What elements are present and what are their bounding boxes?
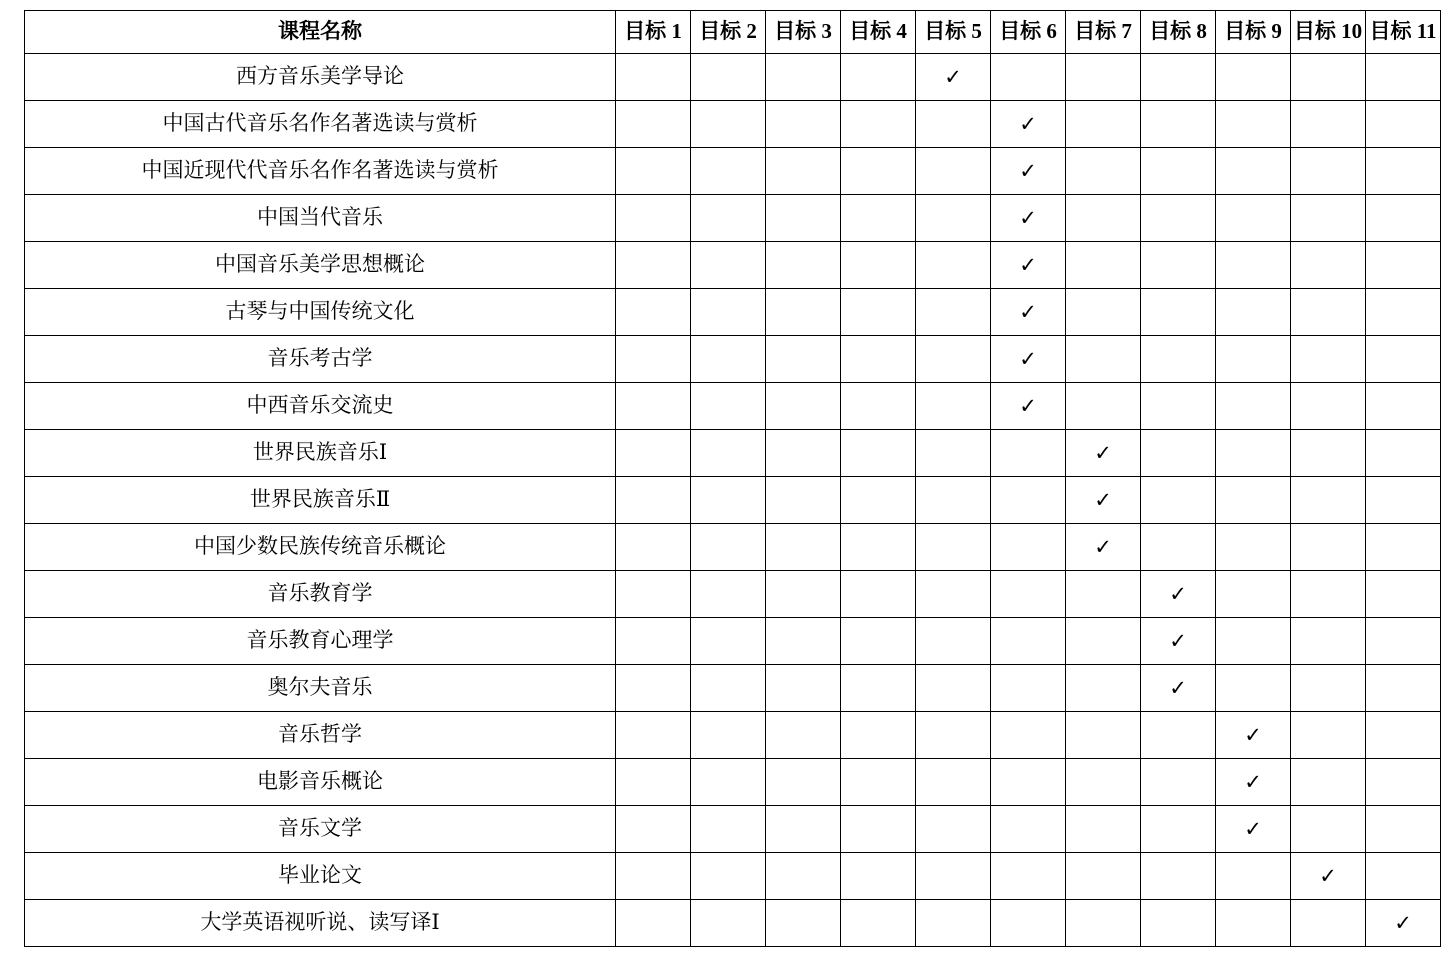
course-name-cell: 古琴与中国传统文化 (25, 289, 616, 336)
mark-cell-goal-11 (1366, 618, 1441, 665)
mark-cell-goal-10 (1291, 759, 1366, 806)
mark-cell-goal-11 (1366, 336, 1441, 383)
mark-cell-goal-10 (1291, 571, 1366, 618)
mark-cell-goal-9 (1216, 54, 1291, 101)
mark-cell-goal-5 (916, 148, 991, 195)
course-name-cell: 中国近现代代音乐名作名著选读与赏析 (25, 148, 616, 195)
mark-cell-goal-2 (691, 101, 766, 148)
column-header-goal-2: 目标 2 (691, 11, 766, 54)
table-row (25, 806, 1441, 853)
check-icon: ✓ (1019, 252, 1037, 277)
mark-cell-goal-2 (691, 806, 766, 853)
mark-cell-goal-1 (616, 618, 691, 665)
mark-cell-goal-1 (616, 289, 691, 336)
table-row (25, 665, 1441, 712)
mark-cell-goal-4 (841, 430, 916, 477)
table-row (25, 242, 1441, 289)
course-name-cell: 中国当代音乐 (25, 195, 616, 242)
mark-cell-goal-8 (1141, 853, 1216, 900)
course-name-cell: 西方音乐美学导论 (25, 54, 616, 101)
mark-cell-goal-6 (991, 665, 1066, 712)
check-icon: ✓ (1094, 534, 1112, 559)
mark-cell-goal-1 (616, 900, 691, 947)
mark-cell-goal-1 (616, 806, 691, 853)
mark-cell-goal-1 (616, 759, 691, 806)
mark-cell-goal-3 (766, 336, 841, 383)
mark-cell-goal-5 (916, 806, 991, 853)
table-row (25, 289, 1441, 336)
mark-cell-goal-4 (841, 242, 916, 289)
mark-cell-goal-3 (766, 524, 841, 571)
course-name-cell: 大学英语视听说、读写译Ⅰ (25, 900, 616, 947)
mark-cell-goal-7 (1066, 853, 1141, 900)
mark-cell-goal-10 (1291, 524, 1366, 571)
mark-cell-goal-11 (1366, 665, 1441, 712)
check-icon: ✓ (1019, 346, 1037, 371)
column-header-goal-10: 目标 10 (1291, 11, 1366, 54)
column-header-goal-6: 目标 6 (991, 11, 1066, 54)
column-header-goal-7: 目标 7 (1066, 11, 1141, 54)
check-icon: ✓ (1169, 581, 1187, 606)
mark-cell-goal-5 (916, 524, 991, 571)
table-row (25, 712, 1441, 759)
mark-cell-goal-8 (1141, 430, 1216, 477)
mark-cell-goal-3 (766, 571, 841, 618)
table-row (25, 148, 1441, 195)
mark-cell-goal-4 (841, 759, 916, 806)
mark-cell-goal-4 (841, 806, 916, 853)
header-row (25, 11, 1441, 54)
mark-cell-goal-4 (841, 853, 916, 900)
mark-cell-goal-8 (1141, 383, 1216, 430)
course-name-cell: 音乐教育心理学 (25, 618, 616, 665)
mark-cell-goal-8 (1141, 336, 1216, 383)
mark-cell-goal-8 (1141, 148, 1216, 195)
mark-cell-goal-4 (841, 524, 916, 571)
mark-cell-goal-8 (1141, 242, 1216, 289)
column-header-goal-5: 目标 5 (916, 11, 991, 54)
check-icon: ✓ (1019, 299, 1037, 324)
mark-cell-goal-8 (1141, 712, 1216, 759)
column-header-goal-1: 目标 1 (616, 11, 691, 54)
table-row (25, 524, 1441, 571)
mark-cell-goal-9 (1216, 712, 1291, 759)
mark-cell-goal-4 (841, 383, 916, 430)
table-row (25, 900, 1441, 947)
mark-cell-goal-1 (616, 853, 691, 900)
mark-cell-goal-4 (841, 618, 916, 665)
mark-cell-goal-6 (991, 148, 1066, 195)
course-name-cell: 电影音乐概论 (25, 759, 616, 806)
mark-cell-goal-11 (1366, 524, 1441, 571)
mark-cell-goal-3 (766, 618, 841, 665)
mark-cell-goal-3 (766, 383, 841, 430)
mark-cell-goal-7 (1066, 54, 1141, 101)
mark-cell-goal-8 (1141, 618, 1216, 665)
mark-cell-goal-1 (616, 101, 691, 148)
table-row (25, 477, 1441, 524)
mark-cell-goal-5 (916, 477, 991, 524)
table-row (25, 618, 1441, 665)
check-icon: ✓ (1394, 910, 1412, 935)
mark-cell-goal-2 (691, 712, 766, 759)
mark-cell-goal-2 (691, 665, 766, 712)
mark-cell-goal-6 (991, 477, 1066, 524)
column-header-goal-3: 目标 3 (766, 11, 841, 54)
mark-cell-goal-10 (1291, 148, 1366, 195)
column-header-goal-8: 目标 8 (1141, 11, 1216, 54)
check-icon: ✓ (1019, 158, 1037, 183)
mark-cell-goal-1 (616, 477, 691, 524)
mark-cell-goal-6 (991, 101, 1066, 148)
table-body (25, 54, 1441, 947)
mark-cell-goal-3 (766, 242, 841, 289)
mark-cell-goal-9 (1216, 571, 1291, 618)
mark-cell-goal-6 (991, 806, 1066, 853)
mark-cell-goal-7 (1066, 242, 1141, 289)
mark-cell-goal-9 (1216, 383, 1291, 430)
mark-cell-goal-1 (616, 571, 691, 618)
mark-cell-goal-7 (1066, 712, 1141, 759)
mark-cell-goal-8 (1141, 900, 1216, 947)
check-icon: ✓ (1019, 393, 1037, 418)
table-row (25, 101, 1441, 148)
check-icon: ✓ (1244, 769, 1262, 794)
check-icon: ✓ (1244, 722, 1262, 747)
mark-cell-goal-4 (841, 571, 916, 618)
mark-cell-goal-3 (766, 712, 841, 759)
mark-cell-goal-6 (991, 430, 1066, 477)
mark-cell-goal-1 (616, 148, 691, 195)
mark-cell-goal-3 (766, 101, 841, 148)
mark-cell-goal-5 (916, 665, 991, 712)
mark-cell-goal-5 (916, 618, 991, 665)
mark-cell-goal-7 (1066, 289, 1141, 336)
mark-cell-goal-7 (1066, 665, 1141, 712)
mark-cell-goal-4 (841, 289, 916, 336)
check-icon: ✓ (1094, 440, 1112, 465)
mark-cell-goal-4 (841, 712, 916, 759)
mark-cell-goal-8 (1141, 806, 1216, 853)
mark-cell-goal-1 (616, 712, 691, 759)
mark-cell-goal-11 (1366, 571, 1441, 618)
mark-cell-goal-4 (841, 148, 916, 195)
mark-cell-goal-11 (1366, 101, 1441, 148)
mark-cell-goal-5 (916, 101, 991, 148)
check-icon: ✓ (1169, 628, 1187, 653)
mark-cell-goal-9 (1216, 336, 1291, 383)
mark-cell-goal-3 (766, 853, 841, 900)
mark-cell-goal-6 (991, 524, 1066, 571)
mark-cell-goal-7 (1066, 101, 1141, 148)
mark-cell-goal-3 (766, 430, 841, 477)
mark-cell-goal-8 (1141, 54, 1216, 101)
mark-cell-goal-2 (691, 477, 766, 524)
mark-cell-goal-11 (1366, 806, 1441, 853)
mark-cell-goal-5 (916, 712, 991, 759)
mark-cell-goal-11 (1366, 54, 1441, 101)
table-row (25, 383, 1441, 430)
column-header-goal-11: 目标 11 (1366, 11, 1441, 54)
mark-cell-goal-7 (1066, 571, 1141, 618)
mark-cell-goal-10 (1291, 195, 1366, 242)
mark-cell-goal-3 (766, 195, 841, 242)
mark-cell-goal-6 (991, 900, 1066, 947)
mark-cell-goal-6 (991, 242, 1066, 289)
mark-cell-goal-5 (916, 900, 991, 947)
mark-cell-goal-2 (691, 524, 766, 571)
mark-cell-goal-1 (616, 430, 691, 477)
table-row (25, 853, 1441, 900)
mark-cell-goal-5 (916, 759, 991, 806)
course-name-cell: 世界民族音乐Ⅱ (25, 477, 616, 524)
table-row (25, 336, 1441, 383)
mark-cell-goal-3 (766, 148, 841, 195)
mark-cell-goal-5 (916, 195, 991, 242)
mark-cell-goal-10 (1291, 806, 1366, 853)
mark-cell-goal-11 (1366, 712, 1441, 759)
mark-cell-goal-10 (1291, 712, 1366, 759)
mark-cell-goal-2 (691, 242, 766, 289)
mark-cell-goal-2 (691, 195, 766, 242)
mark-cell-goal-3 (766, 759, 841, 806)
course-name-cell: 中国少数民族传统音乐概论 (25, 524, 616, 571)
mark-cell-goal-11 (1366, 383, 1441, 430)
mark-cell-goal-2 (691, 900, 766, 947)
table-row (25, 54, 1441, 101)
mark-cell-goal-11 (1366, 900, 1441, 947)
mark-cell-goal-2 (691, 148, 766, 195)
mark-cell-goal-7 (1066, 383, 1141, 430)
mark-cell-goal-9 (1216, 853, 1291, 900)
mark-cell-goal-6 (991, 712, 1066, 759)
mark-cell-goal-3 (766, 54, 841, 101)
mark-cell-goal-10 (1291, 900, 1366, 947)
table-row (25, 759, 1441, 806)
mark-cell-goal-9 (1216, 477, 1291, 524)
mark-cell-goal-5 (916, 54, 991, 101)
mark-cell-goal-1 (616, 54, 691, 101)
check-icon: ✓ (1019, 111, 1037, 136)
mark-cell-goal-3 (766, 289, 841, 336)
check-icon: ✓ (1244, 816, 1262, 841)
mark-cell-goal-6 (991, 54, 1066, 101)
mark-cell-goal-1 (616, 383, 691, 430)
mark-cell-goal-4 (841, 665, 916, 712)
mark-cell-goal-8 (1141, 195, 1216, 242)
mark-cell-goal-10 (1291, 54, 1366, 101)
course-name-cell: 音乐考古学 (25, 336, 616, 383)
mark-cell-goal-4 (841, 900, 916, 947)
column-header-goal-9: 目标 9 (1216, 11, 1291, 54)
check-icon: ✓ (1019, 205, 1037, 230)
check-icon: ✓ (1319, 863, 1337, 888)
mark-cell-goal-8 (1141, 759, 1216, 806)
mark-cell-goal-5 (916, 430, 991, 477)
mark-cell-goal-6 (991, 571, 1066, 618)
mark-cell-goal-1 (616, 665, 691, 712)
mark-cell-goal-5 (916, 242, 991, 289)
mark-cell-goal-8 (1141, 101, 1216, 148)
mark-cell-goal-2 (691, 618, 766, 665)
mark-cell-goal-5 (916, 571, 991, 618)
mark-cell-goal-11 (1366, 242, 1441, 289)
mark-cell-goal-9 (1216, 806, 1291, 853)
mark-cell-goal-1 (616, 524, 691, 571)
mark-cell-goal-11 (1366, 195, 1441, 242)
mark-cell-goal-5 (916, 336, 991, 383)
mark-cell-goal-5 (916, 853, 991, 900)
mark-cell-goal-7 (1066, 900, 1141, 947)
check-icon: ✓ (1169, 675, 1187, 700)
mark-cell-goal-2 (691, 289, 766, 336)
mark-cell-goal-11 (1366, 430, 1441, 477)
table-header (25, 11, 1441, 54)
mark-cell-goal-1 (616, 336, 691, 383)
mark-cell-goal-1 (616, 242, 691, 289)
check-icon: ✓ (1094, 487, 1112, 512)
mark-cell-goal-4 (841, 54, 916, 101)
mark-cell-goal-2 (691, 853, 766, 900)
mark-cell-goal-7 (1066, 430, 1141, 477)
mark-cell-goal-7 (1066, 195, 1141, 242)
mark-cell-goal-10 (1291, 383, 1366, 430)
mark-cell-goal-10 (1291, 618, 1366, 665)
mark-cell-goal-8 (1141, 524, 1216, 571)
mark-cell-goal-8 (1141, 571, 1216, 618)
mark-cell-goal-7 (1066, 524, 1141, 571)
course-name-cell: 中国音乐美学思想概论 (25, 242, 616, 289)
mark-cell-goal-3 (766, 665, 841, 712)
mark-cell-goal-9 (1216, 759, 1291, 806)
mark-cell-goal-8 (1141, 289, 1216, 336)
mark-cell-goal-2 (691, 336, 766, 383)
mark-cell-goal-7 (1066, 336, 1141, 383)
course-name-cell: 音乐哲学 (25, 712, 616, 759)
mark-cell-goal-9 (1216, 665, 1291, 712)
course-name-cell: 音乐文学 (25, 806, 616, 853)
mark-cell-goal-7 (1066, 618, 1141, 665)
course-name-cell: 毕业论文 (25, 853, 616, 900)
table-row (25, 571, 1441, 618)
mark-cell-goal-6 (991, 195, 1066, 242)
table-row (25, 430, 1441, 477)
mark-cell-goal-7 (1066, 806, 1141, 853)
mark-cell-goal-9 (1216, 148, 1291, 195)
mark-cell-goal-9 (1216, 242, 1291, 289)
mark-cell-goal-9 (1216, 618, 1291, 665)
mark-cell-goal-7 (1066, 477, 1141, 524)
course-goal-matrix-table (24, 10, 1441, 947)
course-name-cell: 世界民族音乐Ⅰ (25, 430, 616, 477)
mark-cell-goal-4 (841, 101, 916, 148)
mark-cell-goal-10 (1291, 477, 1366, 524)
mark-cell-goal-10 (1291, 242, 1366, 289)
mark-cell-goal-10 (1291, 665, 1366, 712)
mark-cell-goal-6 (991, 759, 1066, 806)
mark-cell-goal-6 (991, 618, 1066, 665)
mark-cell-goal-2 (691, 430, 766, 477)
mark-cell-goal-9 (1216, 900, 1291, 947)
table-row (25, 195, 1441, 242)
column-header-course: 课程名称 (25, 11, 616, 54)
mark-cell-goal-10 (1291, 336, 1366, 383)
course-name-cell: 中西音乐交流史 (25, 383, 616, 430)
mark-cell-goal-2 (691, 54, 766, 101)
mark-cell-goal-11 (1366, 759, 1441, 806)
course-name-cell: 中国古代音乐名作名著选读与赏析 (25, 101, 616, 148)
mark-cell-goal-9 (1216, 195, 1291, 242)
mark-cell-goal-8 (1141, 665, 1216, 712)
mark-cell-goal-2 (691, 383, 766, 430)
mark-cell-goal-11 (1366, 477, 1441, 524)
mark-cell-goal-10 (1291, 853, 1366, 900)
mark-cell-goal-4 (841, 336, 916, 383)
mark-cell-goal-6 (991, 336, 1066, 383)
mark-cell-goal-6 (991, 289, 1066, 336)
mark-cell-goal-11 (1366, 289, 1441, 336)
mark-cell-goal-11 (1366, 148, 1441, 195)
mark-cell-goal-9 (1216, 289, 1291, 336)
check-icon: ✓ (944, 64, 962, 89)
mark-cell-goal-1 (616, 195, 691, 242)
mark-cell-goal-4 (841, 195, 916, 242)
mark-cell-goal-10 (1291, 430, 1366, 477)
mark-cell-goal-3 (766, 477, 841, 524)
mark-cell-goal-5 (916, 383, 991, 430)
mark-cell-goal-3 (766, 806, 841, 853)
mark-cell-goal-6 (991, 853, 1066, 900)
mark-cell-goal-7 (1066, 759, 1141, 806)
mark-cell-goal-2 (691, 571, 766, 618)
mark-cell-goal-11 (1366, 853, 1441, 900)
mark-cell-goal-9 (1216, 101, 1291, 148)
mark-cell-goal-9 (1216, 524, 1291, 571)
mark-cell-goal-10 (1291, 101, 1366, 148)
column-header-goal-4: 目标 4 (841, 11, 916, 54)
mark-cell-goal-4 (841, 477, 916, 524)
mark-cell-goal-10 (1291, 289, 1366, 336)
mark-cell-goal-8 (1141, 477, 1216, 524)
mark-cell-goal-6 (991, 383, 1066, 430)
mark-cell-goal-5 (916, 289, 991, 336)
mark-cell-goal-9 (1216, 430, 1291, 477)
course-name-cell: 音乐教育学 (25, 571, 616, 618)
mark-cell-goal-3 (766, 900, 841, 947)
course-name-cell: 奥尔夫音乐 (25, 665, 616, 712)
mark-cell-goal-2 (691, 759, 766, 806)
mark-cell-goal-7 (1066, 148, 1141, 195)
